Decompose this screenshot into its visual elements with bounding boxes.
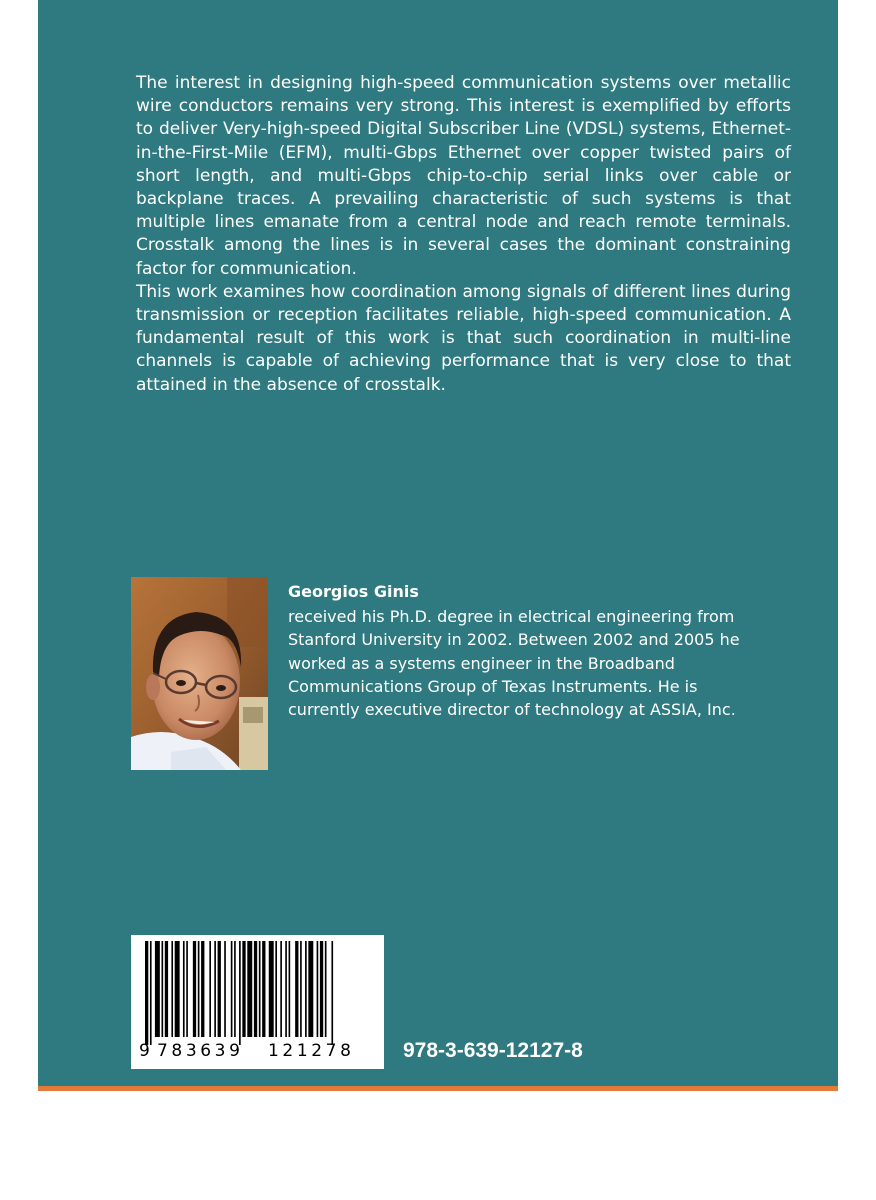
- barcode-bar: [259, 941, 261, 1037]
- barcode-bar: [231, 941, 233, 1037]
- barcode-bar: [289, 941, 291, 1037]
- barcode-bar: [150, 941, 152, 1045]
- barcode-bar: [162, 941, 164, 1037]
- author-photo: [131, 577, 268, 770]
- barcode-bar: [218, 941, 221, 1037]
- barcode-bar: [262, 941, 265, 1037]
- blurb-paragraph-2: This work examines how coordination among signals of different lines during transmission or reception facilitates reliable, high-speed communication. A fundamental result of this work is that such coordination in multi-line channels is capable of achieving performance that is very close to that attained in the absence of crosstalk.: [136, 281, 791, 395]
- barcode-bars: [131, 935, 384, 1045]
- barcode-bar: [269, 941, 274, 1037]
- barcode-bar: [165, 941, 168, 1037]
- barcode-bar: [224, 941, 226, 1037]
- barcode-bar: [317, 941, 319, 1037]
- barcode-bar: [171, 941, 173, 1037]
- barcode-bar: [295, 941, 298, 1037]
- author-bio: received his Ph.D. degree in electrical engineering from Stanford University in 2002. Between 2002 and 2005 he worked as a systems engineer in the Broadband Communications Group of Texas Instruments. He is currently executive director of technology at ASSIA, Inc.: [288, 607, 740, 720]
- barcode-digits: [131, 1041, 384, 1067]
- barcode-bar: [186, 941, 188, 1037]
- isbn-number: 978-3-639-12127-8: [403, 1039, 583, 1062]
- barcode-group-1: 783639: [157, 1041, 244, 1061]
- barcode-bar: [331, 941, 333, 1045]
- barcode-bar: [201, 941, 204, 1037]
- barcode-bar: [275, 941, 277, 1037]
- barcode-bar: [193, 941, 196, 1037]
- barcode-bar: [280, 941, 282, 1037]
- barcode-bar: [183, 941, 185, 1037]
- barcode-bar: [325, 941, 327, 1037]
- barcode-bar: [320, 941, 323, 1037]
- barcode-bar: [209, 941, 211, 1037]
- barcode-bar: [155, 941, 160, 1037]
- barcode-bar: [242, 941, 245, 1037]
- author-name: Georgios Ginis: [288, 582, 419, 601]
- barcode-bar: [175, 941, 180, 1037]
- barcode-bar: [234, 941, 236, 1037]
- barcode-bar: [239, 941, 241, 1045]
- barcode-bar: [285, 941, 287, 1037]
- barcode-bar: [247, 941, 252, 1037]
- barcode-bar: [254, 941, 257, 1037]
- barcode-bar: [198, 941, 200, 1037]
- barcode-bar: [145, 941, 148, 1045]
- barcode-bar: [305, 941, 307, 1037]
- barcode-bar: [300, 941, 302, 1037]
- barcode-group-2: 121278: [268, 1041, 355, 1061]
- barcode: [131, 935, 384, 1069]
- barcode-bar: [214, 941, 216, 1037]
- author-portrait-image: [131, 577, 268, 770]
- bottom-accent-stripe: [38, 1086, 838, 1091]
- barcode-bar: [308, 941, 313, 1037]
- book-blurb: [136, 72, 791, 397]
- barcode-lead-digit: 9: [139, 1041, 150, 1061]
- blurb-paragraph-1: The interest in designing high-speed communication systems over metallic wire conductors remains very strong. This interest is exemplified by efforts to deliver Very-high-speed Digital Subscriber Line (VDSL) systems, Ethernet-in-the-First-Mile (EFM), multi-Gbps Ethernet over copper twisted pairs of short length, and multi-Gbps chip-to-chip serial links over cable or backplane traces. A prevailing characteristic of such systems is that multiple lines emanate from a central node and reach remote terminals. Crosstalk among the lines is in several cases the dominant constraining factor for communication.: [136, 73, 791, 279]
